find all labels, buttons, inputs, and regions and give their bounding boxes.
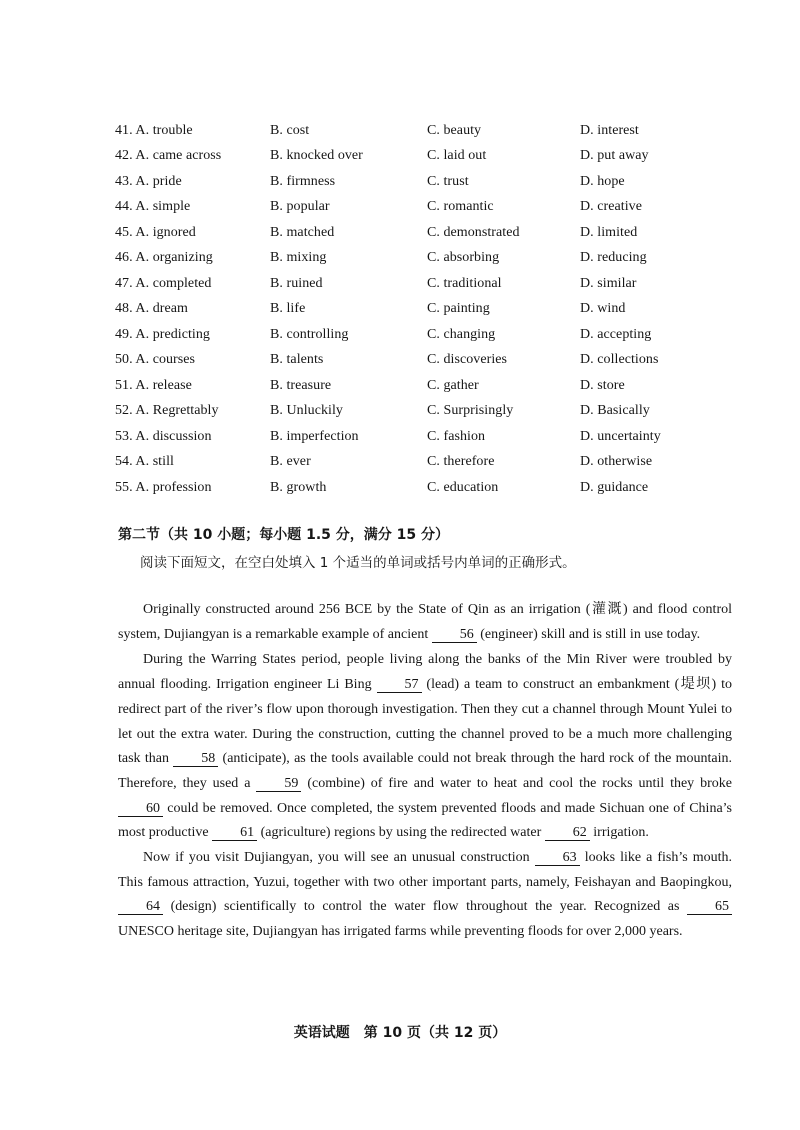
question-row <box>115 297 715 323</box>
blank-63: 63 <box>535 850 580 866</box>
reading-passage <box>118 598 732 945</box>
option-a: 50. A. courses <box>115 352 196 368</box>
passage-text: looks like a fish’s mouth. This famous attraction, Yuzui, together with two other important parts, namely, Feishayan and Baopingkou, <box>118 850 732 890</box>
question-row <box>115 246 715 272</box>
option-b: B. growth <box>270 479 327 495</box>
option-b: B. life <box>270 301 306 317</box>
option-d: D. collections <box>580 352 659 368</box>
question-row <box>115 475 715 501</box>
option-c: C. discoveries <box>427 352 508 368</box>
option-c: C. changing <box>427 326 496 342</box>
question-row <box>115 271 715 297</box>
option-b: B. matched <box>270 224 335 240</box>
blank-59: 59 <box>256 776 301 792</box>
paragraph-2 <box>118 648 732 846</box>
option-a: 54. A. still <box>115 454 174 470</box>
option-a: 41. A. trouble <box>115 122 193 138</box>
option-a: 46. A. organizing <box>115 250 213 266</box>
question-row <box>115 322 715 348</box>
option-b: B. Unluckily <box>270 403 343 419</box>
passage-text: (lead) a team to construct an embankment (堤坝) to redirect part of the river’s flow upon thorough investigation. Then they cut a channel through Mount Yulei to let out the extra water. During the construction, cutting the channel proved to be a much more challenging task than <box>118 677 732 767</box>
option-c: C. education <box>427 479 499 495</box>
question-row <box>115 220 715 246</box>
option-a: 44. A. simple <box>115 199 191 215</box>
option-a: 49. A. predicting <box>115 326 210 342</box>
option-a: 43. A. pride <box>115 173 182 189</box>
blank-65: 65 <box>687 899 732 915</box>
option-d: D. limited <box>580 224 638 240</box>
question-row <box>115 373 715 399</box>
option-c: C. demonstrated <box>427 224 520 240</box>
option-c: C. painting <box>427 301 490 317</box>
option-b: B. popular <box>270 199 330 215</box>
option-d: D. creative <box>580 199 642 215</box>
option-d: D. uncertainty <box>580 428 661 444</box>
option-d: D. store <box>580 377 625 393</box>
question-row <box>115 424 715 450</box>
option-c: C. fashion <box>427 428 486 444</box>
section-title: 第二节（共 10 小题；每小题 1.5 分，满分 15 分） <box>118 527 450 543</box>
option-d: D. Basically <box>580 403 650 419</box>
option-b: B. knocked over <box>270 148 363 164</box>
passage-text: (combine) of fire and water to heat and cool the rocks until they broke <box>301 775 732 791</box>
page-footer: 英语试题 第 10 页（共 12 页） <box>293 1025 507 1041</box>
option-c: C. therefore <box>427 454 495 470</box>
question-row <box>115 348 715 374</box>
option-b: B. firmness <box>270 173 336 189</box>
option-c: C. trust <box>427 173 469 189</box>
question-row <box>115 169 715 195</box>
option-b: B. mixing <box>270 250 327 266</box>
passage-text: Now if you visit Dujiangyan, you will see an unusual construction <box>143 850 535 866</box>
option-b: B. cost <box>270 122 310 138</box>
option-d: D. put away <box>580 148 649 164</box>
passage-text: could be removed. Once completed, the system prevented floods and made Sichuan one of China’s most productive <box>118 800 732 841</box>
question-row <box>115 399 715 425</box>
blank-58: 58 <box>173 751 218 767</box>
passage-text: During the Warring States period, people living along the banks of the Min River were troubled by annual flooding. Irrigation engineer Li Bing <box>118 652 732 693</box>
passage-text: Originally constructed around 256 BCE by the State of Qin as an irrigation (灌溉) and flood control system, Dujiangyan is a remarkable example of ancient <box>118 602 732 642</box>
passage-text: UNESCO heritage site, Dujiangyan has irrigated farms while preventing floods for over 2,000 years. <box>118 924 683 940</box>
option-d: D. hope <box>580 173 625 189</box>
option-d: D. reducing <box>580 250 647 266</box>
blank-56: 56 <box>432 627 477 643</box>
option-c: C. laid out <box>427 148 487 164</box>
passage-text: irrigation. <box>589 825 649 841</box>
blank-57: 57 <box>377 677 422 693</box>
option-a: 47. A. completed <box>115 275 212 291</box>
option-c: C. traditional <box>427 275 502 291</box>
option-d: D. guidance <box>580 479 649 495</box>
option-b: B. ruined <box>270 275 323 291</box>
option-c: C. romantic <box>427 199 494 215</box>
blank-64: 64 <box>118 899 163 915</box>
option-c: C. beauty <box>427 122 482 138</box>
option-b: B. controlling <box>270 326 349 342</box>
option-a: 42. A. came across <box>115 148 222 164</box>
option-a: 51. A. release <box>115 377 192 393</box>
passage-text: (anticipate), as the tools available could not break through the hard rock of the mountain. Therefore, they used a <box>118 751 733 791</box>
passage-text: (engineer) skill and is still in use today. <box>476 626 701 642</box>
option-c: C. absorbing <box>427 250 500 266</box>
blank-61: 61 <box>212 825 257 841</box>
option-a: 48. A. dream <box>115 301 188 317</box>
passage-text: (agriculture) regions by using the redirected water <box>257 825 545 841</box>
option-a: 45. A. ignored <box>115 224 196 240</box>
passage-text: (design) scientifically to control the water flow throughout the year. Recognized as <box>163 899 687 915</box>
option-b: B. talents <box>270 352 324 368</box>
question-row <box>115 144 715 170</box>
question-row <box>115 195 715 221</box>
option-b: B. ever <box>270 454 311 470</box>
question-row <box>115 450 715 476</box>
blank-60: 60 <box>118 801 163 817</box>
option-a: 53. A. discussion <box>115 428 212 444</box>
option-a: 55. A. profession <box>115 479 212 495</box>
option-b: B. imperfection <box>270 428 359 444</box>
options-table <box>115 118 715 501</box>
option-d: D. otherwise <box>580 454 653 470</box>
paragraph-1 <box>118 598 732 647</box>
option-d: D. wind <box>580 301 626 317</box>
option-c: C. gather <box>427 377 479 393</box>
option-c: C. Surprisingly <box>427 403 514 419</box>
question-row <box>115 118 715 144</box>
option-d: D. similar <box>580 275 637 291</box>
option-d: D. interest <box>580 122 639 138</box>
blank-62: 62 <box>545 825 590 841</box>
paragraph-3 <box>118 846 732 945</box>
section-instruction: 阅读下面短文，在空白处填入 1 个适当的单词或括号内单词的正确形式。 <box>140 555 576 571</box>
option-a: 52. A. Regrettably <box>115 403 219 419</box>
option-b: B. treasure <box>270 377 332 393</box>
option-d: D. accepting <box>580 326 652 342</box>
